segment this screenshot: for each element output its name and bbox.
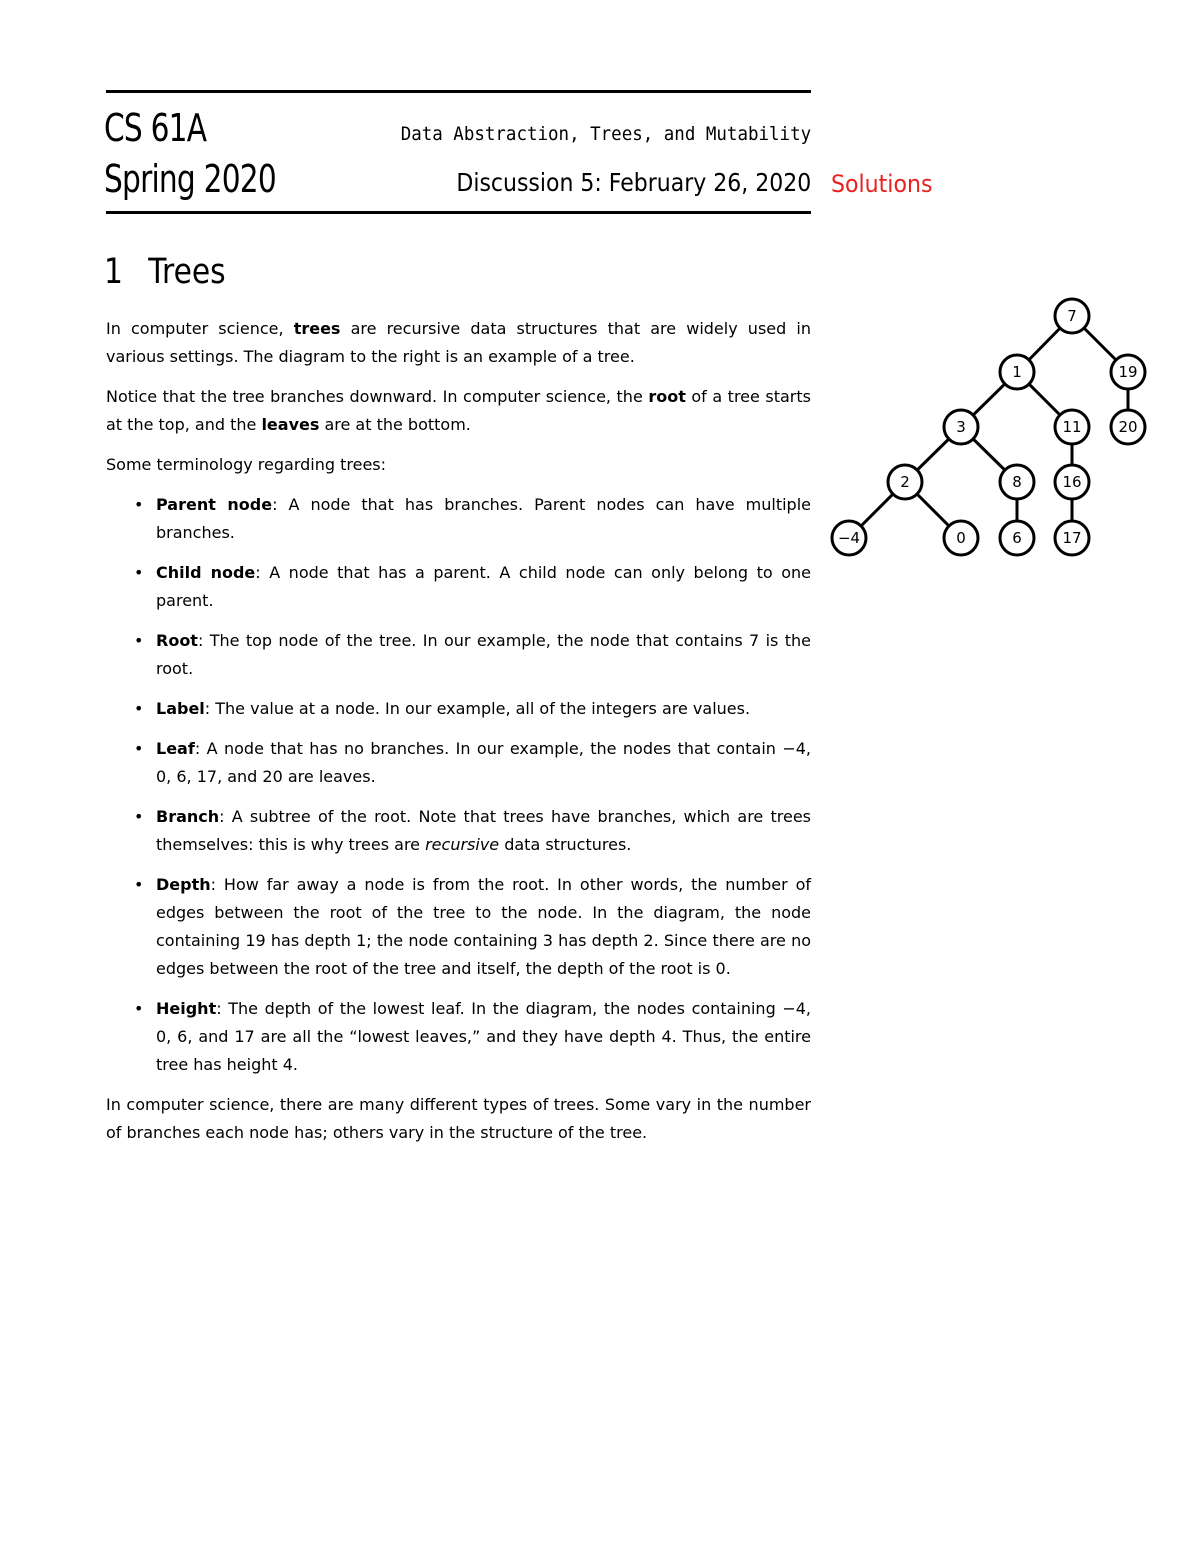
list-item <box>106 871 811 983</box>
node-label: 17 <box>1062 529 1082 547</box>
tree-node <box>1055 465 1089 499</box>
node-label: 6 <box>1012 529 1022 547</box>
tree-node <box>1055 299 1089 333</box>
list-item <box>106 735 811 791</box>
text: are recursive data structures that are widely used in various settings. The diagram to the right is an example of a tree. <box>106 319 811 366</box>
term: Root <box>156 631 198 650</box>
section-number: 1 <box>104 252 123 292</box>
text: Notice that the tree branches downward. In computer science, the <box>106 387 649 406</box>
node-label: 3 <box>956 418 966 436</box>
section-heading <box>104 250 226 294</box>
intro-paragraph-1 <box>106 315 811 371</box>
definition: data structures. <box>499 835 632 854</box>
tree-diagram <box>826 295 1156 565</box>
text: of a tree starts at the top, and the <box>106 387 811 434</box>
terminology-list <box>106 491 811 1079</box>
term: Parent node <box>156 495 273 514</box>
discussion-date: Discussion 5: February 26, 2020 <box>456 168 811 197</box>
intro-paragraph-3: Some terminology regarding trees: <box>106 455 387 474</box>
tree-node <box>1111 410 1145 444</box>
tree-node <box>1055 521 1089 555</box>
intro-paragraph-2 <box>106 383 811 439</box>
topic-title: Data Abstraction, Trees, and Mutability <box>400 123 811 145</box>
list-item <box>106 491 811 547</box>
solutions-label: Solutions <box>831 170 933 198</box>
term: Branch <box>156 807 220 826</box>
tree-node <box>944 410 978 444</box>
node-label: 11 <box>1062 418 1082 436</box>
list-item <box>106 627 811 683</box>
term: Label <box>156 699 205 718</box>
definition: : The top node of the tree. In our example, the node that contains 7 is the root. <box>156 631 811 678</box>
term-root: root <box>648 387 686 406</box>
term: Depth <box>156 875 211 894</box>
node-label: 7 <box>1067 307 1077 325</box>
list-item <box>106 995 811 1079</box>
term-trees: trees <box>293 319 341 338</box>
tree-node <box>888 465 922 499</box>
node-label: 19 <box>1118 363 1138 381</box>
body-text <box>106 315 811 1159</box>
term: Leaf <box>156 739 195 758</box>
definition: : A subtree of the root. Note that trees have branches, which are trees themselves: this is why trees are <box>156 807 811 854</box>
list-item <box>106 803 811 859</box>
node-label: 8 <box>1012 473 1022 491</box>
tree-node <box>1111 355 1145 389</box>
tree-node <box>1000 465 1034 499</box>
tree-node <box>944 521 978 555</box>
header-top-rule <box>106 90 811 93</box>
closing-paragraph: In computer science, there are many different types of trees. Some vary in the number of branches each node has; others vary in the structure of the tree. <box>106 1095 811 1142</box>
definition: : A node that has a parent. A child node can only belong to one parent. <box>156 563 811 610</box>
text: In computer science, <box>106 319 294 338</box>
course-title: CS 61A <box>104 106 207 150</box>
node-label: 2 <box>900 473 910 491</box>
header-bottom-rule <box>106 211 811 214</box>
node-label: 16 <box>1062 473 1082 491</box>
node-label: −4 <box>837 529 861 547</box>
term: Height <box>156 999 217 1018</box>
list-item <box>106 695 811 723</box>
definition: : The depth of the lowest leaf. In the diagram, the nodes containing −4, 0, 6, and 17 are all the “lowest leaves,” and they have depth 4. Thus, the entire tree has height 4. <box>156 999 811 1074</box>
tree-node <box>1055 410 1089 444</box>
definition: : A node that has branches. Parent nodes can have multiple branches. <box>156 495 811 542</box>
term-leaves: leaves <box>261 415 320 434</box>
node-label: 20 <box>1118 418 1138 436</box>
node-label: 1 <box>1012 363 1022 381</box>
text: are at the bottom. <box>319 415 471 434</box>
definition: : How far away a node is from the root. In other words, the number of edges between the root of the tree to the node. In the diagram, the node containing 19 has depth 1; the node containing 3 has depth 2. Since there are no edges between the root of the tree and itself, the depth of the root is 0. <box>156 875 811 978</box>
term-title: Spring 2020 <box>104 157 276 201</box>
definition: : A node that has no branches. In our example, the nodes that contain −4, 0, 6, 17, and 20 are leaves. <box>156 739 811 786</box>
tree-node <box>1000 521 1034 555</box>
tree-node <box>1000 355 1034 389</box>
tree-node <box>832 521 866 555</box>
list-item <box>106 559 811 615</box>
term: Child node <box>156 563 256 582</box>
definition: : The value at a node. In our example, all of the integers are values. <box>204 699 751 718</box>
node-label: 0 <box>956 529 966 547</box>
emphasis: recursive <box>425 835 500 854</box>
section-title: Trees <box>148 252 226 292</box>
